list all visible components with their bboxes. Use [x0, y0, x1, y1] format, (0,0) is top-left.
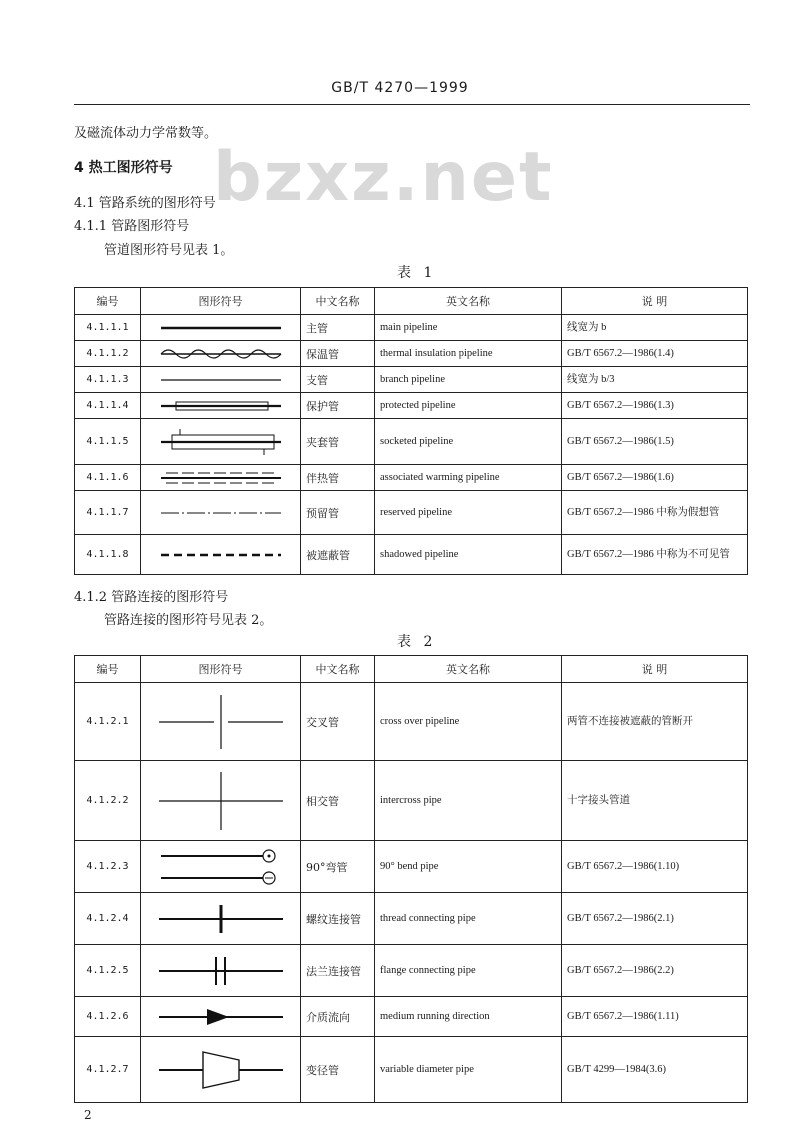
table-row — [75, 1037, 748, 1103]
table2-header-row — [75, 656, 748, 683]
table-row — [75, 841, 748, 893]
flange-connecting-symbol — [141, 945, 301, 997]
row-note: GB/T 6567.2—1986(1.4) — [562, 341, 748, 367]
protected-pipeline-symbol — [141, 393, 301, 419]
row-code: 4.1.2.2 — [75, 761, 141, 841]
col-header-en: 英文名称 — [375, 656, 562, 683]
row-code: 4.1.2.4 — [75, 893, 141, 945]
shadowed-pipeline-symbol — [141, 535, 301, 575]
col-header-code: 编号 — [75, 288, 141, 315]
row-cn-name: 变径管 — [301, 1037, 375, 1103]
subsection-4-1-1-text: 管道图形符号见表 1。 — [104, 243, 234, 258]
intro-line: 及磁流体动力学常数等。 — [74, 126, 218, 141]
row-note: GB/T 6567.2—1986 中称为不可见管 — [562, 535, 748, 575]
row-en-name: branch pipeline — [375, 367, 562, 393]
table-row — [75, 465, 748, 491]
row-en-name: socketed pipeline — [375, 419, 562, 465]
bend-90-symbol — [141, 841, 301, 893]
table-row — [75, 341, 748, 367]
col-header-symbol: 图形符号 — [141, 288, 301, 315]
row-code: 4.1.1.8 — [75, 535, 141, 575]
row-code: 4.1.1.5 — [75, 419, 141, 465]
col-header-note: 说 明 — [562, 656, 748, 683]
page-number: 2 — [84, 1108, 92, 1122]
subsection-4-1: 4.1 管路系统的图形符号 — [74, 196, 216, 211]
col-header-note: 说 明 — [562, 288, 748, 315]
row-note: GB/T 6567.2—1986 中称为假想管 — [562, 491, 748, 535]
row-note: GB/T 6567.2—1986(1.11) — [562, 997, 748, 1037]
reserved-pipeline-symbol — [141, 491, 301, 535]
row-en-name: flange connecting pipe — [375, 945, 562, 997]
row-cn-name: 伴热管 — [301, 465, 375, 491]
row-en-name: shadowed pipeline — [375, 535, 562, 575]
row-cn-name: 预留管 — [301, 491, 375, 535]
row-note: GB/T 6567.2—1986(1.10) — [562, 841, 748, 893]
row-cn-name: 法兰连接管 — [301, 945, 375, 997]
row-cn-name: 相交管 — [301, 761, 375, 841]
col-header-code: 编号 — [75, 656, 141, 683]
standard-number-header: GB/T 4270—1999 — [331, 80, 469, 96]
thermal-insulation-symbol — [141, 341, 301, 367]
row-cn-name: 主管 — [301, 315, 375, 341]
intercross-symbol — [141, 761, 301, 841]
row-cn-name: 被遮蔽管 — [301, 535, 375, 575]
table-row — [75, 761, 748, 841]
row-code: 4.1.2.6 — [75, 997, 141, 1037]
row-code: 4.1.2.7 — [75, 1037, 141, 1103]
row-code: 4.1.1.6 — [75, 465, 141, 491]
col-header-cn: 中文名称 — [301, 288, 375, 315]
table1-caption: 表 1 — [397, 265, 437, 281]
row-note: GB/T 6567.2—1986(2.2) — [562, 945, 748, 997]
row-note: GB/T 6567.2—1986(1.6) — [562, 465, 748, 491]
main-pipeline-symbol — [141, 315, 301, 341]
table1-header-row — [75, 288, 748, 315]
socketed-pipeline-symbol — [141, 419, 301, 465]
row-en-name: cross over pipeline — [375, 683, 562, 761]
table-row — [75, 535, 748, 575]
table-row — [75, 491, 748, 535]
subsection-4-1-2-text: 管路连接的图形符号见表 2。 — [104, 613, 273, 628]
row-cn-name: 夹套管 — [301, 419, 375, 465]
subsection-4-1-1: 4.1.1 管路图形符号 — [74, 219, 190, 234]
row-note: 两管不连接被遮蔽的管断开 — [562, 683, 748, 761]
row-en-name: thermal insulation pipeline — [375, 341, 562, 367]
section-heading: 4 热工图形符号 — [74, 160, 173, 176]
row-note: GB/T 6567.2—1986(1.5) — [562, 419, 748, 465]
table-row — [75, 893, 748, 945]
row-code: 4.1.1.4 — [75, 393, 141, 419]
table-row — [75, 315, 748, 341]
table2-caption: 表 2 — [397, 634, 437, 650]
row-cn-name: 90°弯管 — [301, 841, 375, 893]
row-note: 线宽为 b — [562, 315, 748, 341]
associated-warming-symbol — [141, 465, 301, 491]
row-cn-name: 交叉管 — [301, 683, 375, 761]
table-2 — [74, 655, 748, 1103]
branch-pipeline-symbol — [141, 367, 301, 393]
cross-over-symbol — [141, 683, 301, 761]
table-row — [75, 367, 748, 393]
row-en-name: reserved pipeline — [375, 491, 562, 535]
variable-diameter-symbol — [141, 1037, 301, 1103]
row-en-name: 90° bend pipe — [375, 841, 562, 893]
row-en-name: intercross pipe — [375, 761, 562, 841]
row-code: 4.1.1.7 — [75, 491, 141, 535]
row-cn-name: 保护管 — [301, 393, 375, 419]
row-code: 4.1.2.5 — [75, 945, 141, 997]
row-note: GB/T 4299—1984(3.6) — [562, 1037, 748, 1103]
row-note: 线宽为 b/3 — [562, 367, 748, 393]
col-header-cn: 中文名称 — [301, 656, 375, 683]
table-1 — [74, 287, 748, 575]
row-cn-name: 保温管 — [301, 341, 375, 367]
row-code: 4.1.2.3 — [75, 841, 141, 893]
row-en-name: medium running direction — [375, 997, 562, 1037]
row-cn-name: 介质流向 — [301, 997, 375, 1037]
table-row — [75, 945, 748, 997]
row-note: GB/T 6567.2—1986(1.3) — [562, 393, 748, 419]
table-row — [75, 997, 748, 1037]
row-en-name: thread connecting pipe — [375, 893, 562, 945]
table-row — [75, 683, 748, 761]
table-row — [75, 419, 748, 465]
row-code: 4.1.1.2 — [75, 341, 141, 367]
watermark: bzxz.net — [213, 138, 554, 217]
row-code: 4.1.1.3 — [75, 367, 141, 393]
row-note: 十字接头管道 — [562, 761, 748, 841]
row-en-name: variable diameter pipe — [375, 1037, 562, 1103]
table-row — [75, 393, 748, 419]
thread-connecting-symbol — [141, 893, 301, 945]
col-header-en: 英文名称 — [375, 288, 562, 315]
row-code: 4.1.1.1 — [75, 315, 141, 341]
row-cn-name: 螺纹连接管 — [301, 893, 375, 945]
row-en-name: associated warming pipeline — [375, 465, 562, 491]
row-en-name: protected pipeline — [375, 393, 562, 419]
row-code: 4.1.2.1 — [75, 683, 141, 761]
row-note: GB/T 6567.2—1986(2.1) — [562, 893, 748, 945]
row-cn-name: 支管 — [301, 367, 375, 393]
medium-direction-symbol — [141, 997, 301, 1037]
row-en-name: main pipeline — [375, 315, 562, 341]
col-header-symbol: 图形符号 — [141, 656, 301, 683]
header-rule — [74, 104, 750, 105]
subsection-4-1-2: 4.1.2 管路连接的图形符号 — [74, 590, 229, 605]
